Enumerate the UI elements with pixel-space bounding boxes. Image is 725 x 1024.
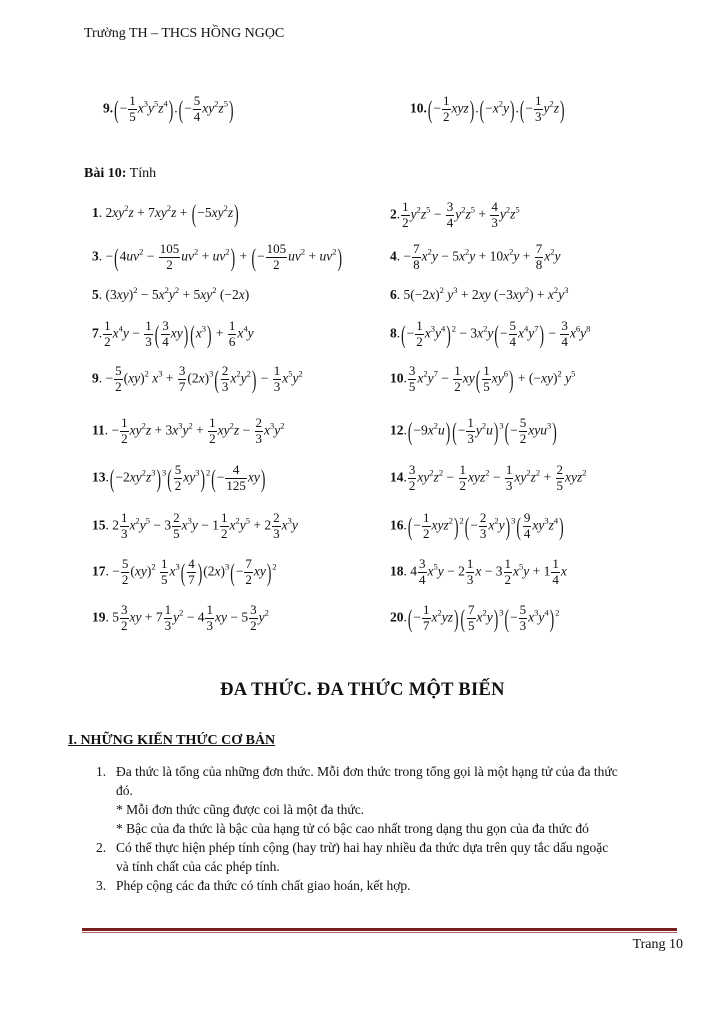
page-number: Trang 10 [632, 937, 683, 952]
section-heading: I. NHỮNG KIẾN THỨC CƠ BẢN [68, 733, 276, 748]
bai10-3: 3. $-(4uv^2$ − $\frac{105}{2}$ $uv^2 + uv^2$) + (− $\frac{105}{2}$ $uv^2 + uv^2$) [92, 241, 342, 272]
bai10-17: 17. − $\frac{5}{2}$ (xy)$^2$ $\frac{1}{5}$ $x^3$( $\frac{4}{7}$ )$(2x)^3(-$ $\frac{7}{2}$ xy)$^2$ [92, 556, 277, 587]
bai10-1: 1. $2xy^2z + 7xy^2z + (-5xy^2z)$ [92, 199, 239, 228]
bai10-15: 15. 2 $\frac{1}{3}$ $x^2y^5 - 3$ $\frac{2}{5}$ $x^3y - 1$ $\frac{1}{2}$ $x^2y^5 + 2$ $\frac{2}{3}$ $x^3y$ [92, 510, 298, 541]
bai10-20: 20.(− $\frac{1}{7}$ $x^2yz$) ( $\frac{7}{5}$ $x^2y)^3(-$ $\frac{5}{3}$ $x^3y^4)^2$ [390, 602, 560, 633]
bai10-6: 6. $5(-2x)^2$ $y^3 + 2xy$ $(-3xy^2) + x^2y^3$ [390, 285, 569, 302]
list-item: 2. Có thể thực hiện phép tính cộng (hay trừ) hai hay nhiều đa thức dựa trên quy tắc dấu ngoặc và tính chất của các phép tính. [96, 840, 609, 874]
section-title: ĐA THỨC. ĐA THỨC MỘT BIẾN [220, 680, 505, 700]
bai10-18: 18. 4 $\frac{3}{4}$ $x^5y - 2$ $\frac{1}{3}$ x − 3 $\frac{1}{2}$ $x^5y + 1$ $\frac{1}{4}$ x [390, 556, 567, 587]
page-header: Trường TH – THCS HỒNG NGỌC [84, 26, 285, 41]
bai10-4: 4. − $\frac{7}{8}$ $x^2y - 5x^2y + 10x^2y$ + $\frac{7}{8}$ $x^2y$ [390, 241, 561, 272]
bai10-19: 19. 5 $\frac{3}{2}$ xy + 7 $\frac{1}{3}$ $y^2 - 4$ $\frac{1}{3}$ xy − 5 $\frac{3}{2}$ $y^2$ [92, 602, 269, 633]
bai10-5: 5. $(3xy)^2 - 5x^2y^2 + 5xy^2$ (−2x) [92, 285, 250, 302]
bai10-11: 11. − $\frac{1}{2}$ $xy^2z + 3x^3y^2$ + $\frac{1}{2}$ $xy^2z$ − $\frac{2}{3}$ $x^3y^2$ [92, 415, 285, 446]
bai10-7: 7. $\frac{1}{2}$ $x^4y$ − $\frac{1}{3}$ ( $\frac{3}{4}$ xy) $(x^3)$ + $\frac{1}{6}$ $x^4y$ [92, 318, 254, 349]
list-item: 3. Phép cộng các đa thức có tính chất giao hoán, kết hợp. [96, 878, 411, 893]
footer-rule-thin [82, 932, 677, 933]
bai10-10: 10. $\frac{3}{5}$ $x^2y^7$ − $\frac{1}{2}$ xy( $\frac{1}{5}$ $xy^6) + (-xy)^2$ $y^5$ [390, 363, 576, 394]
exercise-label: Bài 10: Tính [84, 166, 157, 181]
bai10-9: 9. − $\frac{5}{2}$ (xy)$^2$ $x^3$ + $\frac{3}{7}$ $(2x)^3$( $\frac{2}{3}$ $x^2y^2$) − $\frac{1}{3}$ $x^5y^2$ [92, 363, 303, 394]
problem-9: 9.(− $\frac{1}{5}$ $x^3y^5z^4).(-$ $\frac{5}{4}$ $xy^2z^5$) [103, 93, 234, 124]
bai10-8: 8.(− $\frac{1}{2}$ $x^3y^4)^2 - 3x^2y(-$ $\frac{5}{4}$ $x^4y^7$) − $\frac{3}{4}$ $x^6y^8$ [390, 318, 591, 349]
bai10-16: 16.(− $\frac{1}{2}$ xyz$^2$)$^2$(− $\frac{2}{3}$ $x^2y)^3$( $\frac{9}{4}$ $xy^3z^4$) [390, 510, 564, 541]
bai10-2: 2. $\frac{1}{2}$ $y^2z^5$ − $\frac{3}{4}$ $y^2z^5$ + $\frac{4}{3}$ $y^2z^5$ [390, 199, 520, 230]
bai10-14: 14. $\frac{3}{2}$ $xy^2z^2$ − $\frac{1}{2}$ xyz$^2$ − $\frac{1}{3}$ $xy^2z^2$ + $\frac{2}{5}$ xyz$^2$ [390, 462, 587, 493]
bai10-13: $13.(-2xy^2z^3)^3$( $\frac{5}{2}$ $xy^3)^2(-$ $\frac{4}{125}$ xy) [92, 462, 266, 493]
list-item: 1. Đa thức là tổng của những đơn thức. Mỗi đơn thức trong tổng gọi là một hạng tử của đa thức đó. * Mỗi đơn thức cũng được coi là một đa thức. * Bậc của đa thức là bậc của hạng tử có bậc cao nhất trong dạng thu gọn của đa thức đó [96, 764, 618, 836]
footer-rule [82, 928, 677, 931]
problem-10: 10.(− $\frac{1}{2}$ $xyz).(-x^2y).(-$ $\frac{1}{3}$ $y^2z$) [410, 93, 565, 124]
bai10-12: $12.(-9x^2u)$ (− $\frac{1}{3}$ $y^2u)^3(-$ $\frac{5}{2}$ xyu$^3$) [390, 415, 557, 446]
